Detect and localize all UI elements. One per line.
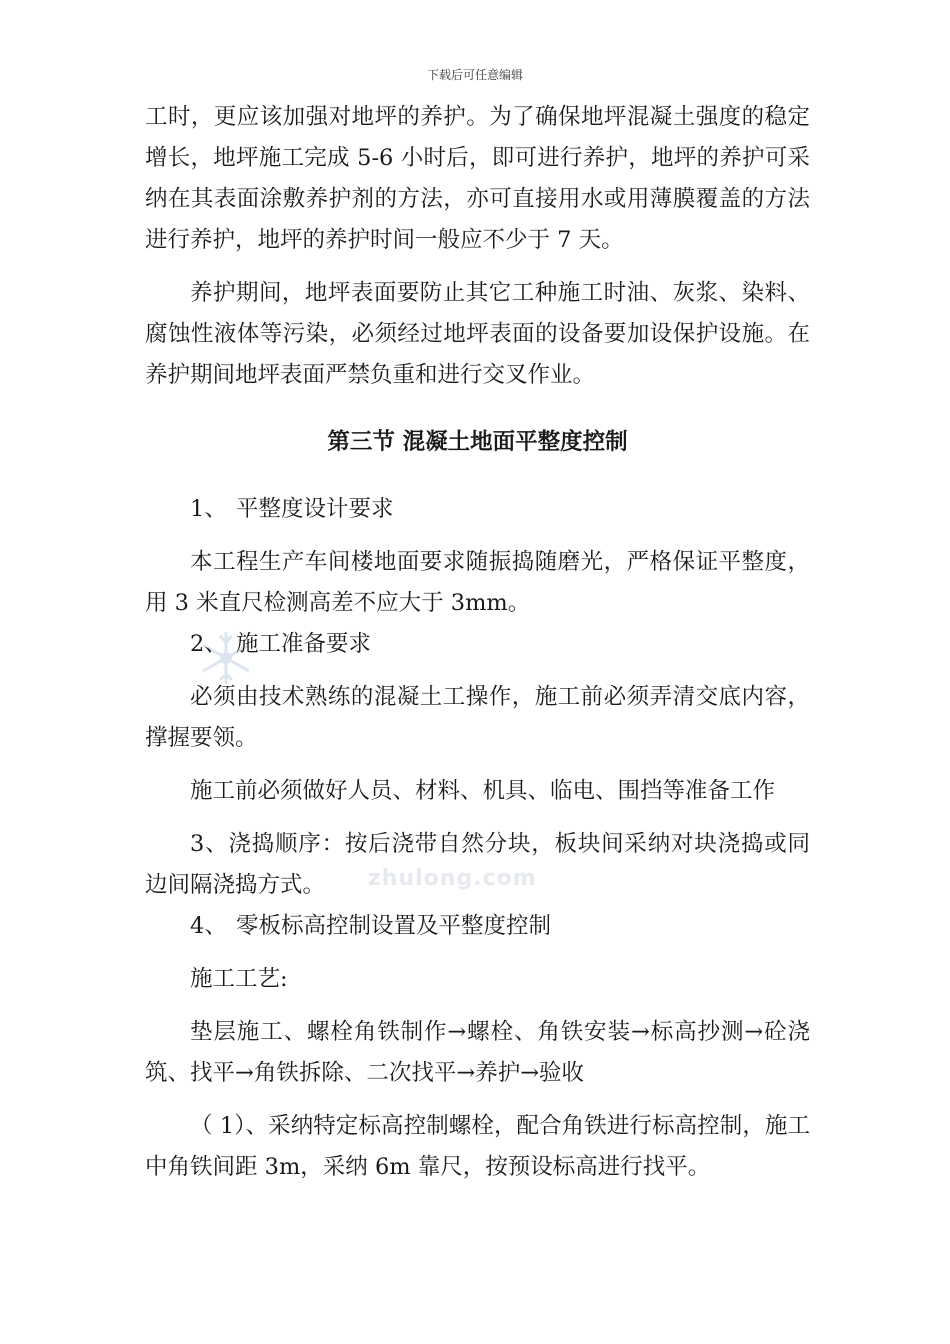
paragraph-curing-period: 养护期间，地坪表面要防止其它工种施工时油、灰浆、染料、腐蚀性液体等污染，必须经过地坪表面的设备要加设保护设施。在养护期间地坪表面严禁负重和进行交叉作业。 bbox=[145, 280, 810, 388]
item-text: 零板标高控制设置及平整度控制 bbox=[236, 913, 552, 939]
document-body bbox=[145, 97, 810, 1188]
item-number: 2、 bbox=[190, 631, 227, 657]
paragraph-workers: 必须由技术熟练的混凝土工操作，施工前必须弄清交底内容，撑握要领。 bbox=[145, 684, 810, 751]
list-item-preparation bbox=[145, 624, 810, 665]
item-number: 4、 bbox=[190, 913, 227, 939]
item-number: 1、 bbox=[190, 496, 227, 522]
paragraph-process-label: 施工工艺: bbox=[190, 966, 288, 992]
paragraph-flatness-requirement: 本工程生产车间楼地面要求随振捣随磨光，严格保证平整度，用 3 米直尺检测高差不应大于 3mm。 bbox=[145, 549, 810, 616]
paragraph-process-flow: 垫层施工、螺栓角铁制作→螺栓、角铁安装→标高抄测→砼浇筑、找平→角铁拆除、二次找平→养护→验收 bbox=[145, 1019, 810, 1086]
item-text: 平整度设计要求 bbox=[236, 496, 394, 522]
paragraph-preparation: 施工前必须做好人员、材料、机具、临电、围挡等准备工作 bbox=[190, 778, 776, 804]
item-text: 施工准备要求 bbox=[236, 631, 372, 657]
list-item-flatness-design bbox=[145, 489, 810, 530]
watermark-text: zhulong.com bbox=[368, 866, 537, 891]
page-header: 下载后可任意编辑 bbox=[426, 68, 523, 82]
paragraph-pouring-order: 3、浇捣顺序：按后浇带自然分块，板块间采纳对块浇捣或同边间隔浇捣方式。 bbox=[145, 831, 810, 898]
section-title: 第三节 混凝土地面平整度控制 bbox=[327, 429, 628, 455]
paragraph-curing: 工时，更应该加强对地坪的养护。为了确保地坪混凝土强度的稳定增长，地坪施工完成 5-6 小时后，即可进行养护，地坪的养护可采纳在其表面涂敷养护剂的方法，亦可直接用水或用薄膜覆盖的方法进行养护，地坪的养护时间一般应不少于 7 天。 bbox=[145, 104, 810, 253]
paragraph-bolt-control: （ 1）、采纳特定标高控制螺栓，配合角铁进行标高控制，施工中角铁间距 3m，采纳 6m 靠尺，按预设标高进行找平。 bbox=[145, 1113, 810, 1180]
list-item-elevation-control bbox=[145, 906, 810, 947]
